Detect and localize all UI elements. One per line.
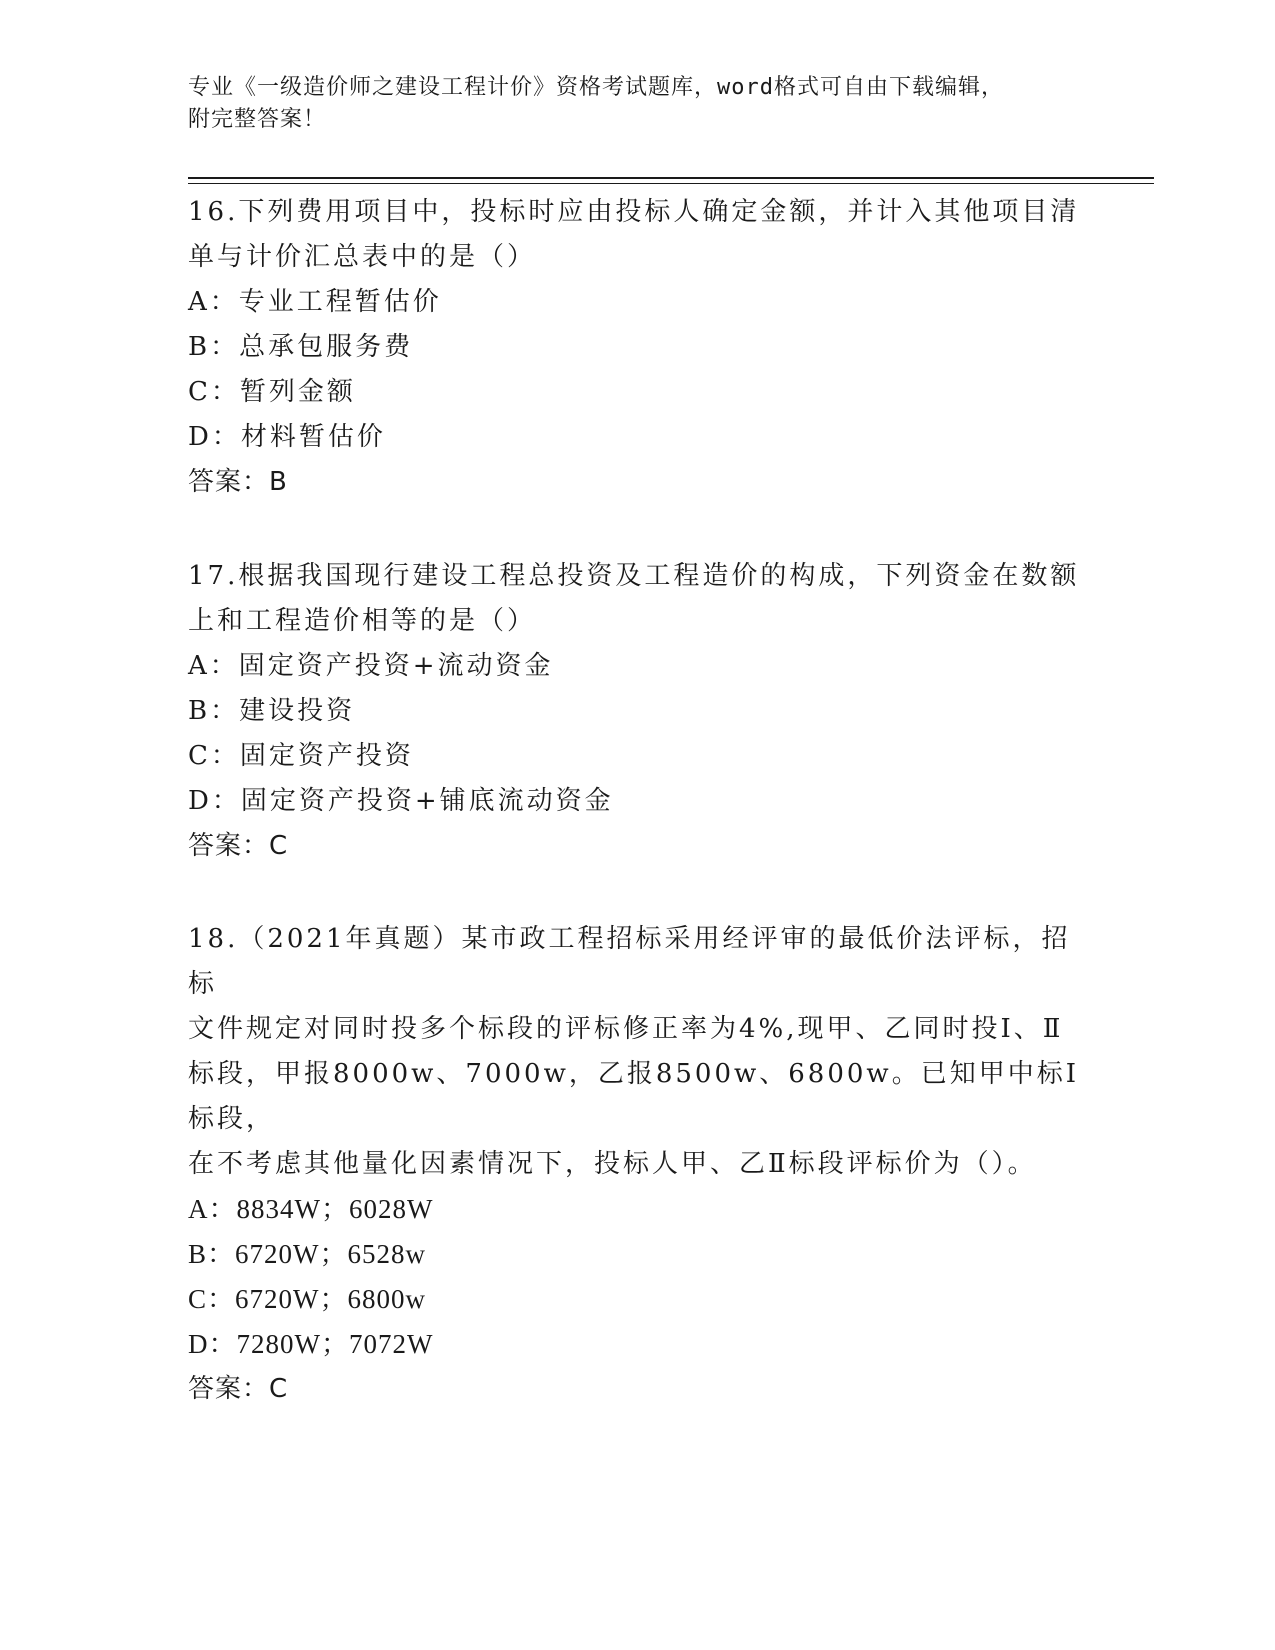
question-stem-line: 文件规定对同时投多个标段的评标修正率为4%,现甲、乙同时投Ⅰ、Ⅱ: [188, 1014, 1064, 1044]
option-c: C：固定资产投资: [188, 741, 414, 771]
option-a: A：8834W；6028W: [188, 1194, 434, 1224]
option-b: B：6720W；6528w: [188, 1239, 426, 1269]
answer: 答案：B: [188, 467, 288, 497]
option-a: A：固定资产投资+流动资金: [188, 651, 554, 681]
question-18: [188, 917, 1088, 1412]
question-stem-line: 标段，甲报8000w、7000w，乙报8500w、6800w。已知甲中标Ⅰ标段，: [188, 1059, 1079, 1134]
question-stem-line: 17.根据我国现行建设工程总投资及工程造价的构成，下列资金在数额: [188, 561, 1080, 591]
header-divider-thick: [188, 177, 1154, 179]
option-b: B：总承包服务费: [188, 332, 414, 362]
question-stem: [188, 917, 1088, 1187]
question-stem-line: 在不考虑其他量化因素情况下，投标人甲、乙Ⅱ标段评标价为（）。: [188, 1149, 1037, 1179]
document-header: [188, 72, 1068, 136]
question-stem-line: 18.（2021年真题）某市政工程招标采用经评审的最低价法评标，招标: [188, 924, 1071, 999]
answer: 答案：C: [188, 831, 289, 861]
question-stem: [188, 554, 1088, 644]
question-stem: [188, 190, 1088, 280]
header-line-1: 专业《一级造价师之建设工程计价》资格考试题库，word格式可自由下载编辑，: [188, 75, 1004, 100]
option-b: B：建设投资: [188, 696, 356, 726]
option-d: D：固定资产投资+铺底流动资金: [188, 786, 614, 816]
option-c: C：暂列金额: [188, 377, 356, 407]
question-stem-line: 16.下列费用项目中，投标时应由投标人确定金额，并计入其他项目清: [188, 197, 1080, 227]
question-stem-line: 上和工程造价相等的是（）: [188, 606, 537, 636]
option-a: A：专业工程暂估价: [188, 287, 442, 317]
question-stem-line: 单与计价汇总表中的是（）: [188, 242, 537, 272]
option-d: D：7280W；7072W: [188, 1329, 434, 1359]
header-line-2: 附完整答案！: [188, 107, 327, 132]
question-17: [188, 554, 1088, 869]
option-c: C：6720W；6800w: [188, 1284, 426, 1314]
answer: 答案：C: [188, 1374, 289, 1404]
option-d: D：材料暂估价: [188, 422, 386, 452]
header-divider-thin: [188, 183, 1154, 184]
question-16: [188, 190, 1088, 505]
